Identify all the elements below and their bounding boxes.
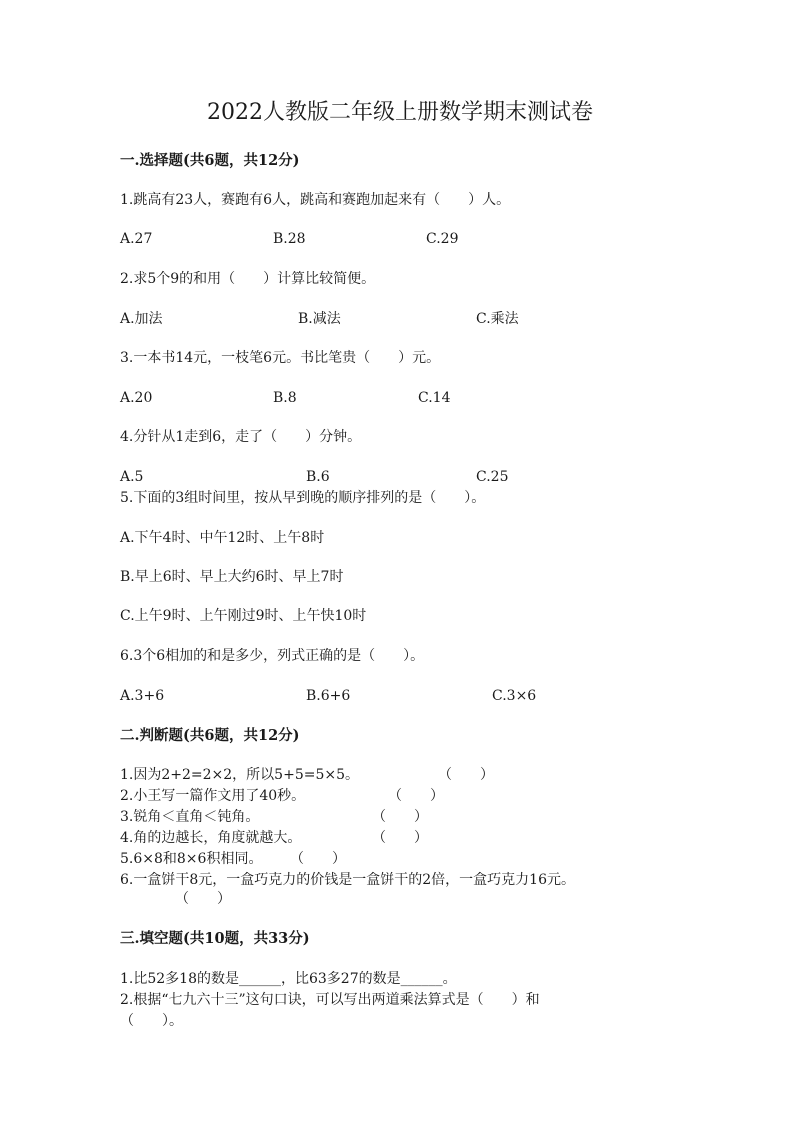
option-b: B.6+6 (306, 688, 351, 704)
answer-blank: （ ） (372, 809, 428, 825)
option-a: A.下午4时、中午12时、上午8时 (120, 530, 325, 546)
answer-blank: （ ） (372, 830, 428, 846)
question-stem: 4.分针从1走到6，走了（ ）分钟。 (120, 429, 362, 445)
option-c: C.上午9时、上午刚过9时、上午快10时 (120, 608, 367, 624)
judgement-item: 3.锐角＜直角＜钝角。 (120, 809, 260, 825)
option-c: C.25 (476, 469, 509, 485)
judgement-item: 2.小王写一篇作文用了40秒。 (120, 788, 306, 804)
option-c: C.乘法 (476, 311, 519, 327)
answer-blank: （ ） (388, 788, 444, 804)
fill-question: 1.比52多18的数是______，比63多27的数是______。 (120, 971, 457, 987)
judgement-item: 5.6×8和8×6积相同。 (120, 851, 263, 867)
section-heading: 三.填空题(共10题，共33分) (120, 930, 310, 947)
option-c: C.14 (418, 390, 451, 406)
section-heading: 一.选择题(共6题，共12分) (120, 152, 300, 169)
option-b: B.减法 (298, 311, 341, 327)
question-stem: 2.求5个9的和用（ ）计算比较简便。 (120, 271, 376, 287)
judgement-item: 6.一盒饼干8元，一盒巧克力的价钱是一盒饼干的2倍，一盒巧克力16元。 (120, 872, 575, 888)
answer-blank: （ ） (175, 891, 231, 907)
option-c: C.29 (426, 231, 459, 247)
question-stem: 6.3个6相加的和是多少，列式正确的是（ ）。 (120, 648, 425, 664)
option-a: A.5 (120, 469, 144, 485)
option-a: A.加法 (120, 311, 163, 327)
judgement-item: 4.角的边越长，角度就越大。 (120, 830, 302, 846)
page-title: 2022人教版二年级上册数学期末测试卷 (207, 100, 593, 125)
judgement-item: 1.因为2+2=2×2，所以5+5=5×5。 (120, 767, 359, 783)
option-b: B.28 (273, 231, 306, 247)
option-b: B.8 (273, 390, 297, 406)
answer-blank: （ ） (290, 851, 346, 867)
option-a: A.3+6 (120, 688, 165, 704)
question-stem: 5.下面的3组时间里，按从早到晚的顺序排列的是（ ）。 (120, 490, 486, 506)
option-a: A.20 (120, 390, 153, 406)
section-heading: 二.判断题(共6题，共12分) (120, 727, 300, 744)
question-stem: 3.一本书14元，一枝笔6元。书比笔贵（ ）元。 (120, 350, 441, 366)
option-b: B.6 (306, 469, 330, 485)
option-b: B.早上6时、早上大约6时、早上7时 (120, 569, 344, 585)
answer-blank: （ ） (438, 767, 494, 783)
fill-question-continued: （ ）。 (120, 1013, 183, 1029)
question-stem: 1.跳高有23人，赛跑有6人，跳高和赛跑加起来有（ ）人。 (120, 192, 511, 208)
option-c: C.3×6 (492, 688, 537, 704)
option-a: A.27 (120, 231, 153, 247)
fill-question: 2.根据“七九六十三”这句口诀，可以写出两道乘法算式是（ ）和 (120, 992, 540, 1008)
